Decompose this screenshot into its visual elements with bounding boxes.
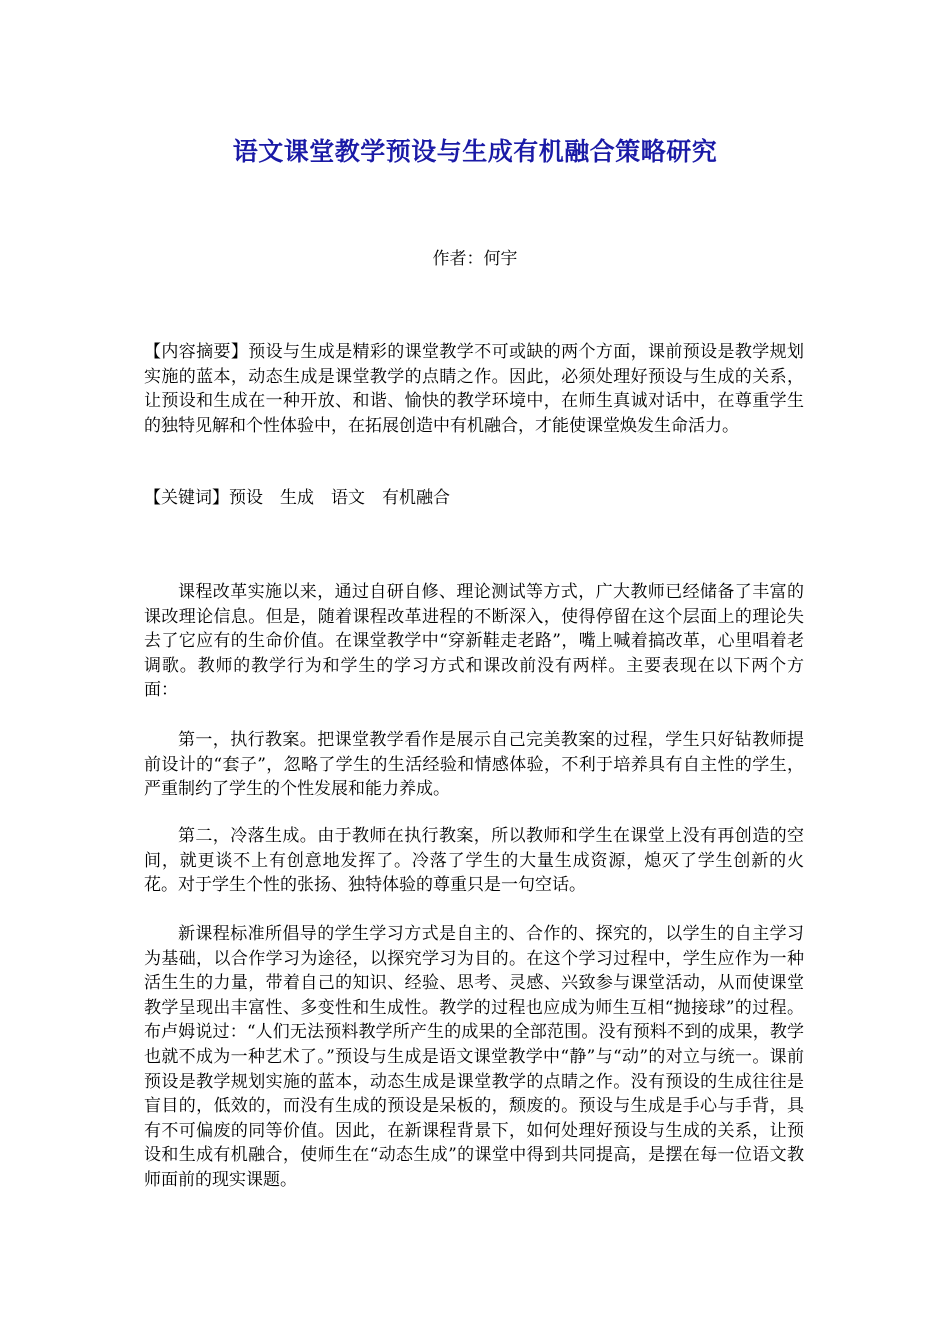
body-paragraph-1: 课程改革实施以来，通过自研自修、理论测试等方式，广大教师已经储备了丰富的课改理论信息。但是，随着课程改革进程的不断深入，使得停留在这个层面上的理论失去了它应有的生命价值。在课堂教学中“穿新鞋走老路”，嘴上喊着搞改革，心里唱着老调歌。教师的教学行为和学生的学习方式和课改前没有两样。主要表现在以下两个方面：	[144, 582, 804, 701]
body-paragraph-3: 第二，冷落生成。由于教师在执行教案，所以教师和学生在课堂上没有再创造的空间，就更谈不上有创意地发挥了。冷落了学生的大量生成资源，熄灭了学生创新的火花。对于学生个性的张扬、独特体验的尊重只是一句空话。	[144, 826, 804, 896]
abstract-paragraph: 【内容摘要】预设与生成是精彩的课堂教学不可或缺的两个方面，课前预设是教学规划实施的蓝本，动态生成是课堂教学的点睛之作。因此，必须处理好预设与生成的关系，让预设和生成在一种开放、和谐、愉快的教学环境中，在师生真诚对话中，在尊重学生的独特见解和个性体验中，在拓展创造中有机融合，才能使课堂焕发生命活力。	[144, 342, 804, 436]
document-title: 语文课堂教学预设与生成有机融合策略研究	[232, 137, 718, 166]
author-line: 作者：何宇	[432, 249, 518, 269]
body-paragraph-2: 第一，执行教案。把课堂教学看作是展示自己完美教案的过程，学生只好钻教师提前设计的“套子”，忽略了学生的生活经验和情感体验，不利于培养具有自主性的学生，严重制约了学生的个性发展和能力养成。	[144, 730, 804, 800]
body-paragraph-4: 新课程标准所倡导的学生学习方式是自主的、合作的、探究的，以学生的自主学习为基础，以合作学习为途径，以探究学习为目的。在这个学习过程中，学生应作为一种活生生的力量，带着自己的知识、经验、思考、灵感、兴致参与课堂活动，从而使课堂教学呈现出丰富性、多变性和生成性。教学的过程也应成为师生互相“抛接球”的过程。布卢姆说过：“人们无法预料教学所产生的成果的全部范围。没有预料不到的成果，教学也就不成为一种艺术了。”预设与生成是语文课堂教学中“静”与“动”的对立与统一。课前预设是教学规划实施的蓝本，动态生成是课堂教学的点睛之作。没有预设的生成往往是盲目的，低效的，而没有生成的预设是呆板的，颓废的。预设与生成是手心与手背，具有不可偏废的同等价值。因此，在新课程背景下，如何处理好预设与生成的关系，让预设和生成有机融合，使师生在“动态生成”的课堂中得到共同提高，是摆在每一位语文教师面前的现实课题。	[144, 924, 804, 1190]
keywords-line: 【关键词】预设 生成 语文 有机融合	[144, 488, 450, 508]
